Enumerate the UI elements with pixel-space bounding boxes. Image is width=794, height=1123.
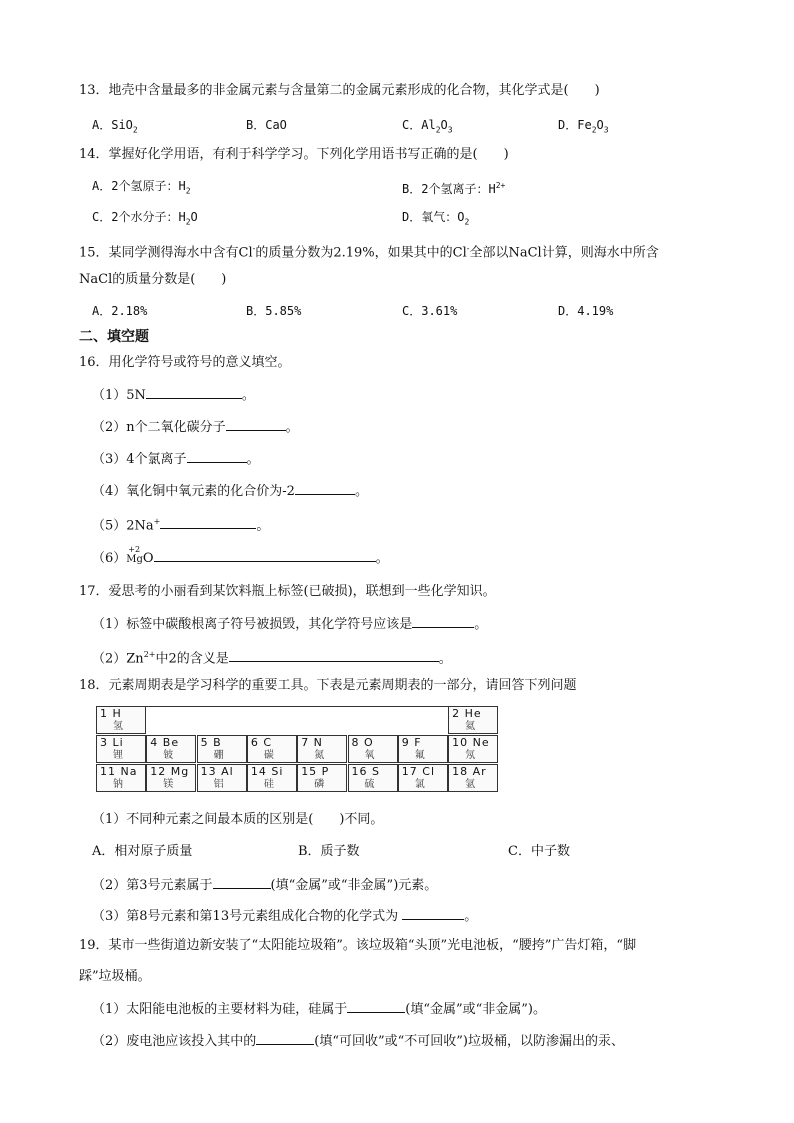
element-name: 锂 <box>113 750 123 761</box>
answer-blank[interactable] <box>412 614 474 628</box>
q18-part-1: （1）不同种元素之间最本质的区别是( )不同。 <box>92 812 384 827</box>
q16-part-6: （6） +2 MgO 。 <box>92 545 389 566</box>
q14-option-a: A．2个氢原子：$H_2$ <box>92 179 191 196</box>
answer-blank[interactable] <box>213 875 271 889</box>
element-name: 硫 <box>364 779 375 790</box>
q19-stem-line2: 踩”垃圾桶。 <box>79 969 151 984</box>
element-symbol: 1 H <box>100 707 122 720</box>
q14-option-d: D．氧气：$O_2$ <box>402 210 470 227</box>
q16-part-3: （3）4个氯离子 。 <box>92 449 260 469</box>
q18-stem: 18．元素周期表是学习科学的重要工具。下表是元素周期表的一部分，请回答下列问题 <box>79 678 577 693</box>
table-top-border <box>146 706 448 707</box>
q14-option-b: B．2个氢离子：$H^{2+}$ <box>402 181 506 196</box>
q13-option-c: C．$Al_2O_3$ <box>402 118 453 135</box>
periodic-table <box>96 706 498 792</box>
answer-blank[interactable] <box>295 481 355 495</box>
answer-blank[interactable] <box>256 1031 314 1045</box>
element-name: 碳 <box>263 750 274 761</box>
q18-part-2: （2）第3号元素属于 (填“金属”或“非金属”)元素。 <box>92 875 437 895</box>
element-cell <box>297 735 347 763</box>
element-name: 氢 <box>113 721 123 732</box>
element-symbol: 12 Mg <box>150 765 190 778</box>
q13-option-d: D．$Fe_2O_3$ <box>558 118 609 135</box>
q18-part-3: （3）第8号元素和第13号元素组成化合物的化学式为 。 <box>92 906 477 926</box>
element-name: 氩 <box>465 779 476 790</box>
q19-part-2: （2）废电池应该投入其中的 (填“可回收”或“不可回收”)垃圾桶，以防渗漏出的汞、 <box>92 1031 624 1051</box>
element-symbol: 18 Ar <box>452 765 487 778</box>
answer-blank[interactable] <box>154 548 376 562</box>
element-cell <box>146 764 196 792</box>
q16-part-4: （4）氧化铜中氧元素的化合价为-2 。 <box>92 481 368 501</box>
element-cell <box>146 735 196 763</box>
element-name: 镁 <box>163 779 174 790</box>
q17-part-2: $(2)Zn^{2+}$中2的含义是 。 <box>92 650 452 667</box>
element-name: 硼 <box>213 750 224 761</box>
q17-part-1: （1）标签中碳酸根离子符号被损毁，其化学符号应该是 。 <box>92 614 487 634</box>
answer-blank[interactable] <box>146 385 242 399</box>
element-cell <box>348 764 398 792</box>
q18-option-b: B．质子数 <box>298 844 360 859</box>
q13-stem: 13．地壳中含量最多的非金属元素与含量第二的金属元素形成的化合物，其化学式是( ) <box>79 83 600 98</box>
q13-option-b: B．CaO <box>246 118 287 132</box>
q19-stem-line1: 19．某市一些街道边新安装了“太阳能垃圾箱”。该垃圾箱“头顶”光电池板，“腰挎”广告灯箱，“脚 <box>79 938 637 953</box>
element-cell <box>398 764 448 792</box>
element-name: 氦 <box>465 721 476 732</box>
q15-option-c: C．3.61% <box>402 304 458 318</box>
element-name: 硅 <box>263 779 274 790</box>
element-cell <box>448 764 498 792</box>
element-cell <box>448 735 498 763</box>
element-symbol: 16 S <box>351 765 380 778</box>
answer-blank[interactable] <box>160 515 256 529</box>
answer-blank[interactable] <box>347 999 405 1013</box>
element-symbol: 4 Be <box>150 736 180 749</box>
element-symbol: 11 Na <box>100 765 138 778</box>
q18-option-c: C．中子数 <box>508 844 570 859</box>
element-cell <box>197 764 247 792</box>
element-cell <box>247 764 297 792</box>
element-symbol: 13 Al <box>200 765 234 778</box>
element-name: 氯 <box>414 779 425 790</box>
element-symbol: 17 Cl <box>401 765 436 778</box>
element-symbol: 14 Si <box>250 765 284 778</box>
element-symbol: 8 O <box>351 736 374 749</box>
q16-stem: 16．用化学符号或符号的意义填空。 <box>79 355 291 370</box>
element-symbol: 9 F <box>401 736 422 749</box>
answer-blank[interactable] <box>226 417 286 431</box>
element-name: 氮 <box>314 750 325 761</box>
element-name: 氧 <box>364 750 375 761</box>
element-name: 氟 <box>414 750 425 761</box>
element-symbol: 5 B <box>200 736 222 749</box>
element-name: 磷 <box>314 779 325 790</box>
section-title: 二、填空题 <box>79 329 149 345</box>
element-name: 钠 <box>113 779 123 790</box>
q15-option-a: A．2.18% <box>92 304 148 318</box>
element-cell <box>197 735 247 763</box>
element-cell <box>448 706 498 734</box>
element-cell <box>96 764 146 792</box>
element-cell <box>297 764 347 792</box>
element-symbol: 3 Li <box>100 736 124 749</box>
q16-part-2: （2）n个二氧化碳分子 。 <box>92 417 299 437</box>
element-cell <box>348 735 398 763</box>
q19-part-1: （1）太阳能电池板的主要材料为硅，硅属于 (填“金属”或“非金属”)。 <box>92 999 546 1019</box>
q18-option-a: A．相对原子质量 <box>92 844 193 859</box>
answer-blank[interactable] <box>402 906 464 920</box>
element-name: 铝 <box>213 779 224 790</box>
element-name: 氖 <box>465 750 476 761</box>
q13-option-a: A．SiO$_2$ <box>92 118 138 135</box>
element-cell <box>398 735 448 763</box>
q16-part-5: （5）2Na+ 。 <box>92 517 270 534</box>
q16-part-1: （1）5N 。 <box>92 385 255 405</box>
element-symbol: 15 P <box>301 765 330 778</box>
q15-stem-line2: NaCl的质量分数是( ) <box>79 272 227 287</box>
element-symbol: 10 Ne <box>452 736 490 749</box>
answer-blank[interactable] <box>187 449 247 463</box>
element-symbol: 6 C <box>250 736 273 749</box>
q14-stem: 14．掌握好化学用语，有利于科学学习。下列化学用语书写正确的是( ) <box>79 147 509 162</box>
element-name: 铍 <box>163 750 174 761</box>
element-cell <box>247 735 297 763</box>
q15-option-b: B．5.85% <box>246 304 302 318</box>
element-symbol: 2 He <box>452 707 482 720</box>
element-cell <box>96 735 146 763</box>
q17-stem: 17．爱思考的小丽看到某饮料瓶上标签(已破损)，联想到一些化学知识。 <box>79 584 496 599</box>
q14-option-c: C．2个水分子：$H_2O$ <box>92 210 198 227</box>
answer-blank[interactable] <box>229 648 439 662</box>
q15-stem-line1: 15．某同学测得海水中含有Cl-的质量分数为2.19%，如果其中的Cl-全部以NaCl计算，则海水中所含 <box>79 244 659 261</box>
q15-option-d: D．4.19% <box>558 304 614 318</box>
element-symbol: 7 N <box>301 736 323 749</box>
element-cell <box>96 706 146 734</box>
